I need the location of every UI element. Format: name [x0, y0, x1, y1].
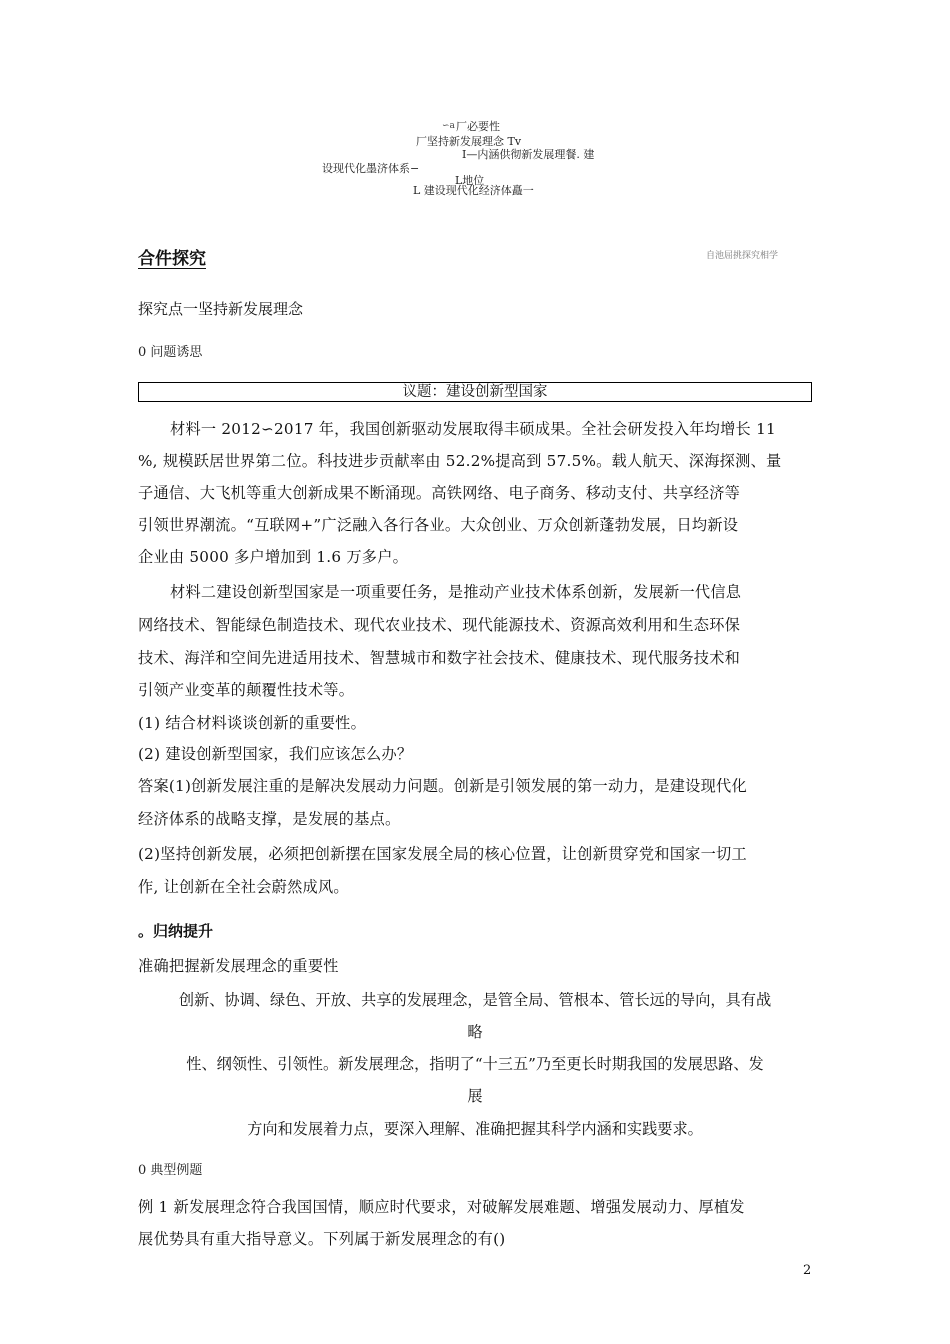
mindmap-prefix: ∽a — [442, 121, 455, 131]
answer-line-3: (2)坚持创新发展，必须把创新摆在国家发展全局的核心位置，让创新贯穿党和国家一切工 — [138, 845, 747, 863]
mindmap-line-status: L地位 — [455, 174, 485, 187]
material-one-line-4: 引领世界潮流。“互联网+”广泛融入各行各业。大众创业、万众创新蓬勃发展，日均新设 — [138, 516, 739, 534]
prompt-label: 0 问题诱思 — [138, 345, 203, 360]
material-two-line-4: 引领产业变革的颠覆性技术等。 — [138, 681, 355, 699]
example-line-2: 展优势具有重大指导意义。下列属于新发展理念的有() — [138, 1230, 506, 1248]
summary-line-1: 创新、协调、绿色、开放、共享的发展理念，是管全局、管根本、管长远的导向，具有战 — [178, 991, 772, 1009]
issue-box — [138, 382, 812, 402]
summary-line-3: 性、纲领性、引领性。新发展理念，指明了“十三五”乃至更长时期我国的发展思路、发 — [186, 1055, 764, 1073]
section-title: 合件探究 — [138, 249, 206, 269]
summary-heading: 。归纳提升 — [138, 922, 214, 940]
issue-box-title: 议题：建设创新型国家 — [402, 384, 548, 400]
mindmap-line-adhere: 厂坚持新发展理念 Tv — [416, 135, 522, 148]
material-two-line-1: 材料二建设创新型国家是一项重要任务，是推动产业技术体系创新，发展新一代信息 — [170, 583, 742, 601]
topic-heading: 探究点一坚持新发展理念 — [138, 300, 304, 318]
summary-line-5: 方向和发展着力点，要深入理解、准确把握其科学内涵和实践要求。 — [247, 1120, 703, 1138]
mindmap-line-necessity: 厂必要性 — [456, 120, 500, 133]
answer-line-2: 经济体系的战略支撑，是发展的基点。 — [138, 810, 401, 828]
mindmap-line-build: 设现代化墨济体系− — [322, 162, 420, 175]
example-line-1: 例 1 新发展理念符合我国国情，顺应时代要求，对破解发展难题、增强发展动力、厚植发 — [138, 1198, 745, 1216]
mindmap-line-economy: L 建设现代化经济体矗一 — [413, 184, 534, 197]
answer-line-1: 答案(1)创新发展注重的是解决发展动力问题。创新是引领发展的第一动力，是建设现代化 — [138, 777, 747, 795]
material-two-line-2: 网络技术、智能绿色制造技术、现代农业技术、现代能源技术、资源高效利用和生态环保 — [138, 616, 741, 634]
answer-line-4: 作, 让创新在全社会蔚然成风。 — [138, 878, 349, 896]
material-one-line-3: 子通信、大飞机等重大创新成果不断涌现。高铁网络、电子商务、移动支付、共享经济等 — [138, 484, 741, 502]
material-two-line-3: 技术、海洋和空间先进适用技术、智慧城市和数字社会技术、健康技术、现代服务技术和 — [138, 649, 741, 667]
material-one-line-1: 材料一 2012∽2017 年，我国创新驱动发展取得丰硕成果。全社会研发投入年均增长 11 — [170, 420, 776, 438]
material-one-line-5: 企业由 5000 多户增加到 1.6 万多户。 — [138, 548, 409, 566]
summary-subheading: 准确把握新发展理念的重要性 — [138, 957, 339, 975]
page-number: 2 — [803, 1263, 812, 1278]
example-label: 0 典型例题 — [138, 1163, 203, 1178]
summary-line-4: 展 — [467, 1087, 483, 1105]
material-one-line-2: %, 规模跃居世界第二位。科技进步贡献率由 52.2%提高到 57.5%。载人航天、深海探测、量 — [138, 452, 782, 470]
question-1: (1) 结合材料谈谈创新的重要性。 — [138, 714, 367, 732]
mindmap-line-connotation: I—内涵供彻新发展理餐. 建 — [462, 148, 595, 161]
question-2: (2) 建设创新型国家，我们应该怎么办？ — [138, 745, 413, 763]
summary-line-2: 略 — [467, 1023, 483, 1041]
section-side-note: 自池屈挑探究相学 — [706, 251, 779, 261]
